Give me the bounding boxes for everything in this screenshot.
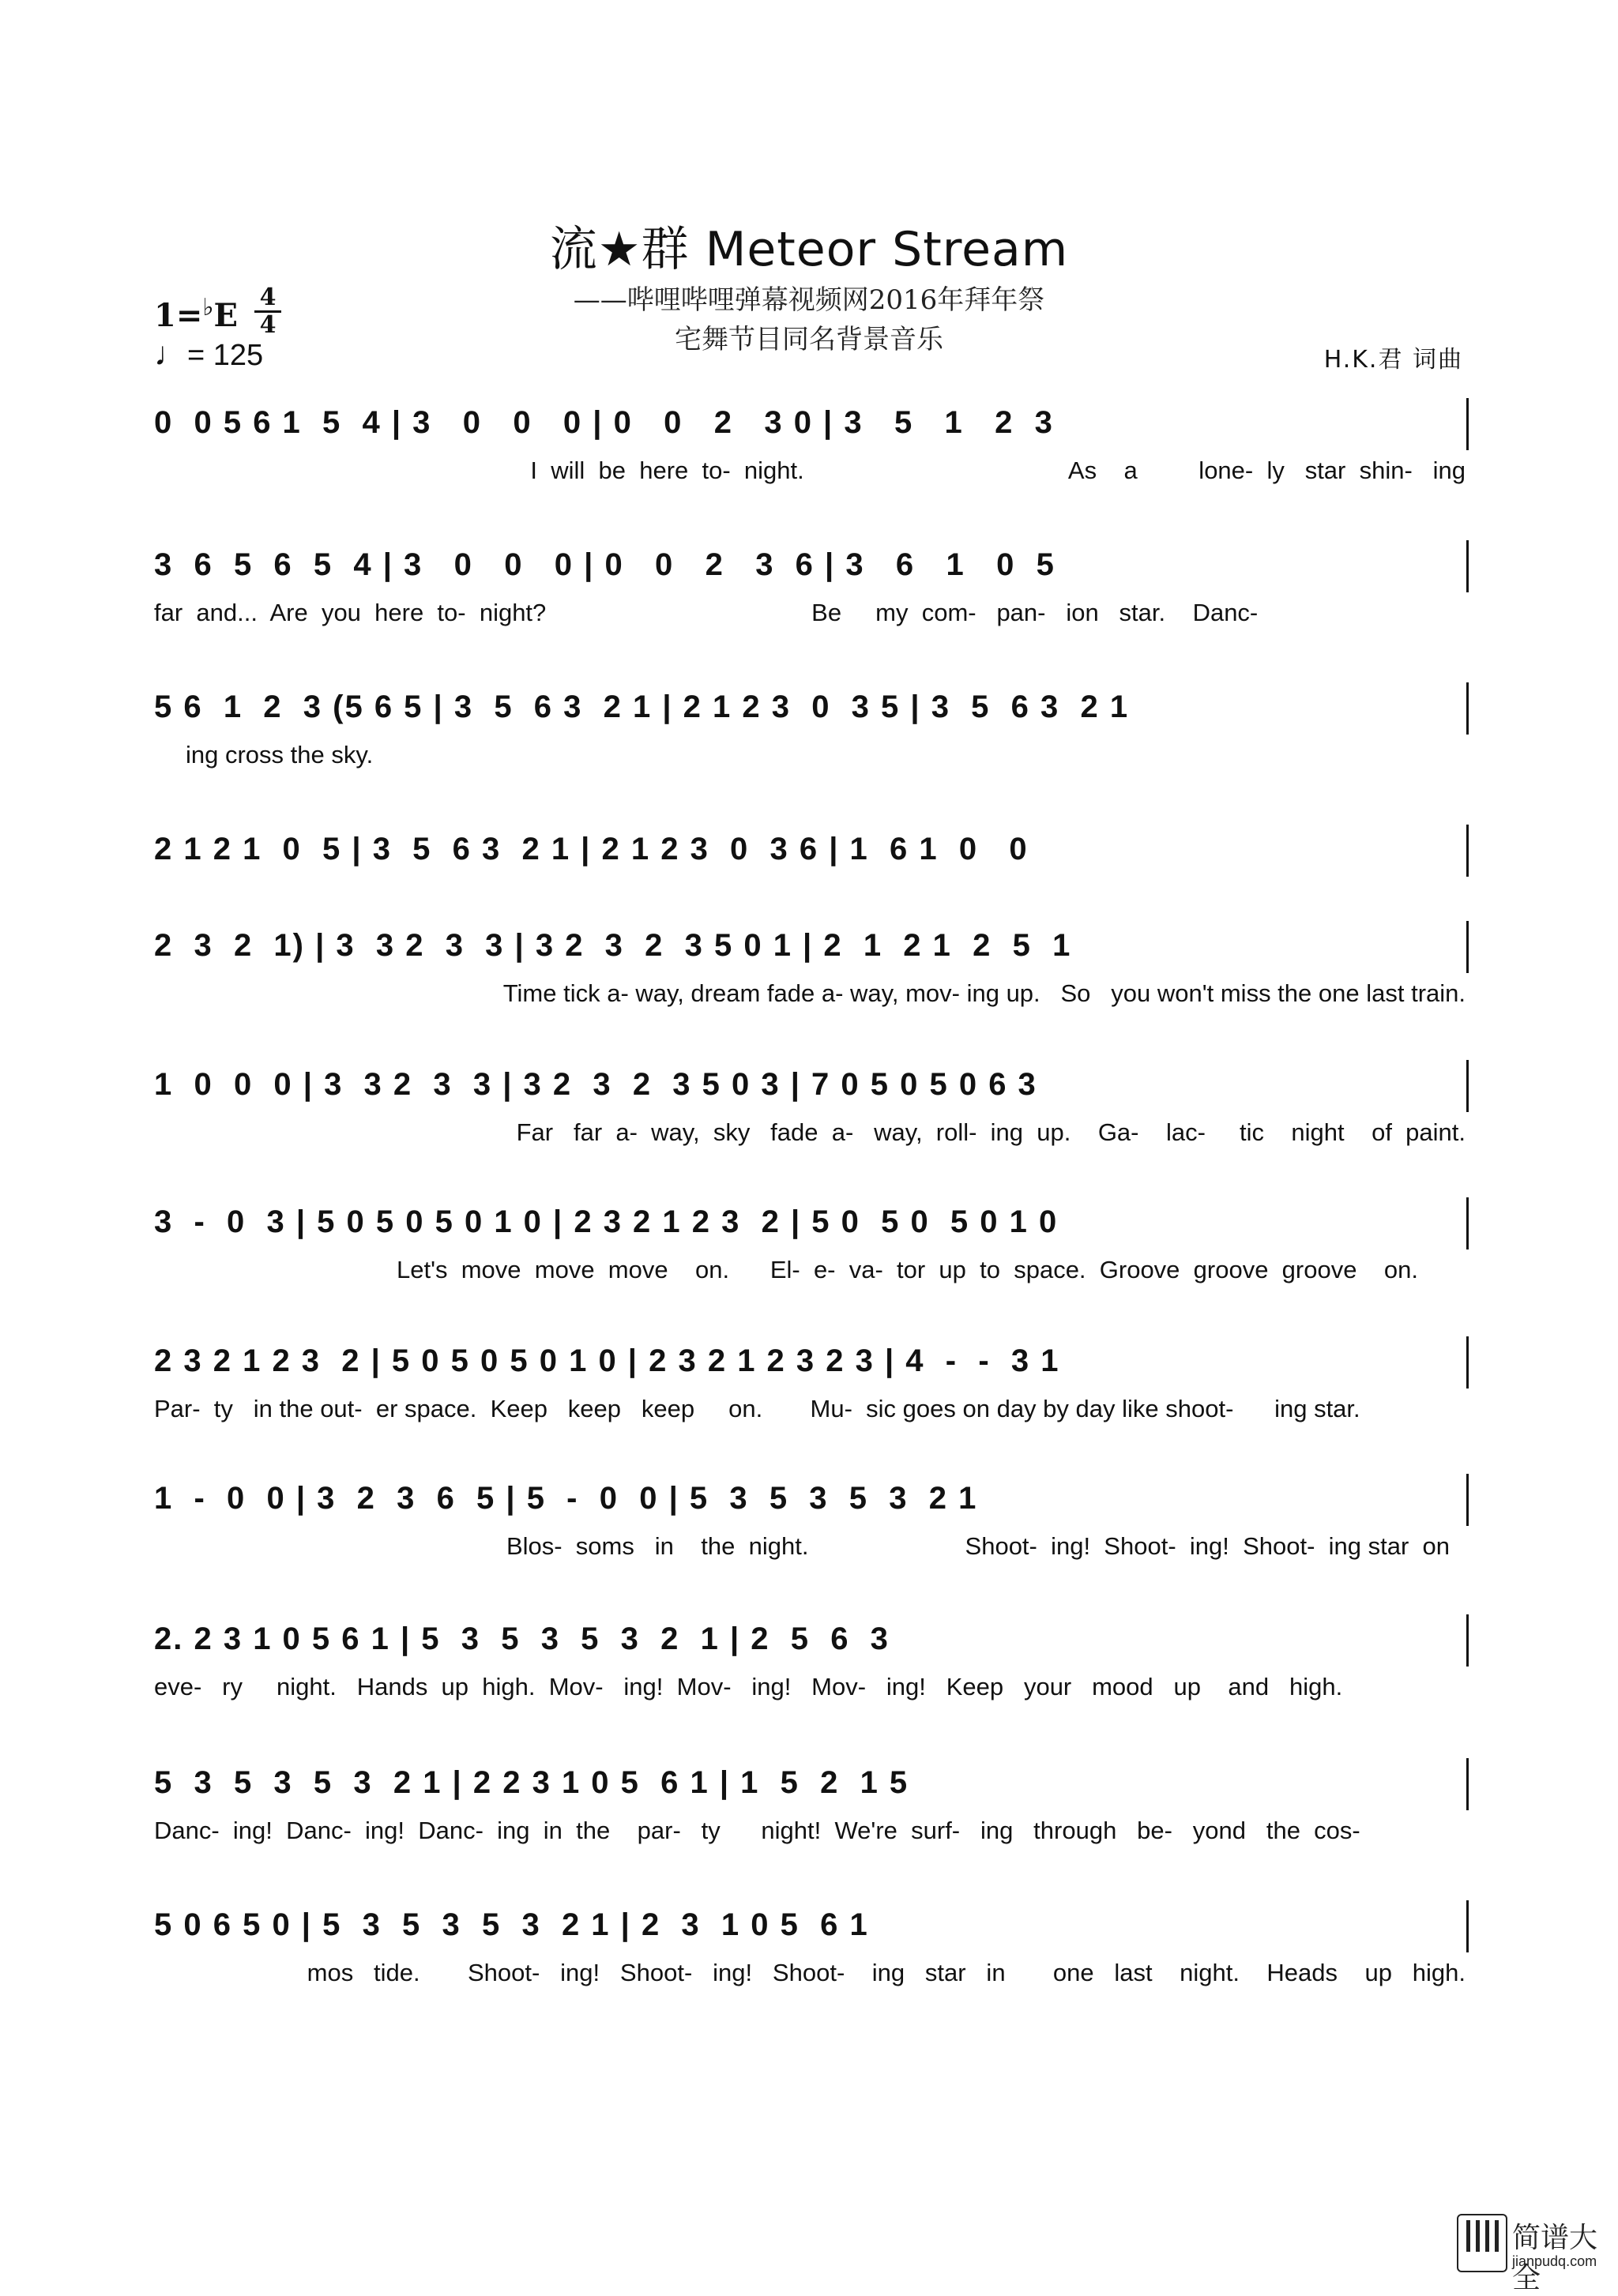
key-prefix: 1= <box>154 297 203 334</box>
notation-line: 2 1 2 1 0 5 | 3 5 6 3 2 1 | 2 1 2 3 0 3 6 | 1 6 1 0 0 <box>154 832 1029 866</box>
bar-line <box>1466 825 1469 877</box>
bar-line <box>1466 1474 1469 1526</box>
site-watermark <box>1457 2214 1607 2294</box>
bar-line <box>1466 682 1469 735</box>
tempo-value: = 125 <box>187 339 264 372</box>
lyric-line: Par- ty in the out- er space. Keep keep keep on. Mu- sic goes on day by day like shoot- ing star. <box>154 1395 1360 1422</box>
tempo-marking <box>154 335 263 373</box>
bar-line <box>1466 1336 1469 1388</box>
notation-line: 3 6 5 6 5 4 | 3 0 0 0 | 0 0 2 3 6 | 3 6 1 0 5 <box>154 547 1055 582</box>
notation-line: 2 3 2 1 2 3 2 | 5 0 5 0 5 0 1 0 | 2 3 2 1 2 3 2 3 | 4 - - 3 1 <box>154 1343 1060 1378</box>
notation-line: 2 3 2 1) | 3 3 2 3 3 | 3 2 3 2 3 5 0 1 | 2 1 2 1 2 5 1 <box>154 928 1072 963</box>
watermark-name: 简谱大全 <box>1512 2222 1598 2294</box>
subtitle-line-1: ——哔哩哔哩弹幕视频网2016年拜年祭 <box>573 284 1045 316</box>
quarter-note-icon: ♩ <box>154 335 187 372</box>
lyric-line: far and... Are you here to- night? Be my com- pan- ion star. Danc- <box>154 599 1259 626</box>
bar-line <box>1466 921 1469 973</box>
piano-keys-icon <box>1457 2214 1507 2272</box>
key-signature <box>154 294 238 334</box>
bar-line <box>1466 1900 1469 1952</box>
lyric-line: ing cross the sky. <box>186 741 374 768</box>
lyric-line: Time tick a- way, dream fade a- way, mov- ing up. So you won't miss the one last train. <box>502 979 1466 1007</box>
notation-line: 0 0 5 6 1 5 4 | 3 0 0 0 | 0 0 2 3 0 | 3 5 1 2 3 <box>154 405 1054 440</box>
key-letter: E <box>213 297 239 334</box>
bar-line <box>1466 398 1469 450</box>
notation-line: 5 3 5 3 5 3 2 1 | 2 2 3 1 0 5 6 1 | 1 5 2 1 5 <box>154 1765 909 1800</box>
lyric-line: Danc- ing! Danc- ing! Danc- ing in the par- ty night! We're surf- ing through be- yond the cos- <box>154 1817 1360 1844</box>
time-signature-bottom: 4 <box>259 311 277 339</box>
lyric-line: mos tide. Shoot- ing! Shoot- ing! Shoot- ing star in one last night. Heads up high. <box>307 1959 1466 1986</box>
time-signature <box>253 286 283 337</box>
subtitle-line-2: 宅舞节目同名背景音乐 <box>675 324 943 355</box>
bar-line <box>1466 1758 1469 1810</box>
song-title: 流★群 Meteor Stream <box>549 222 1069 277</box>
flat-icon: ♭ <box>202 294 214 321</box>
bar-line <box>1466 1614 1469 1667</box>
notation-line: 1 0 0 0 | 3 3 2 3 3 | 3 2 3 2 3 5 0 3 | 7 0 5 0 5 0 6 3 <box>154 1067 1037 1102</box>
notation-line: 1 - 0 0 | 3 2 3 6 5 | 5 - 0 0 | 5 3 5 3 5 3 2 1 <box>154 1481 978 1516</box>
bar-line <box>1466 1060 1469 1112</box>
notation-line: 5 6 1 2 3 (5 6 5 | 3 5 6 3 2 1 | 2 1 2 3 0 3 5 | 3 5 6 3 2 1 <box>154 690 1130 724</box>
bar-line <box>1466 1197 1469 1249</box>
watermark-url: jianpudq.com <box>1512 2253 1597 2269</box>
time-signature-top: 4 <box>259 284 277 311</box>
lyric-line: I will be here to- night. As a lone- ly star shin- ing <box>530 457 1466 484</box>
author-credit: H.K.君 词曲 <box>1323 346 1463 374</box>
notation-line: 3 - 0 3 | 5 0 5 0 5 0 1 0 | 2 3 2 1 2 3 2 | 5 0 5 0 5 0 1 0 <box>154 1204 1059 1239</box>
bar-line <box>1466 540 1469 592</box>
notation-line: 2. 2 3 1 0 5 6 1 | 5 3 5 3 5 3 2 1 | 2 5 6 3 <box>154 1621 890 1656</box>
lyric-line: Blos- soms in the night. Shoot- ing! Shoot- ing! Shoot- ing star on <box>506 1532 1450 1560</box>
lyric-line: Let's move move move on. El- e- va- tor up to space. Groove groove groove on. <box>397 1256 1418 1283</box>
lyric-line: Far far a- way, sky fade a- way, roll- ing up. Ga- lac- tic night of paint. <box>516 1118 1466 1146</box>
notation-line: 5 0 6 5 0 | 5 3 5 3 5 3 2 1 | 2 3 1 0 5 6 1 <box>154 1907 869 1942</box>
lyric-line: eve- ry night. Hands up high. Mov- ing! Mov- ing! Mov- ing! Keep your mood up and high. <box>154 1673 1343 1700</box>
